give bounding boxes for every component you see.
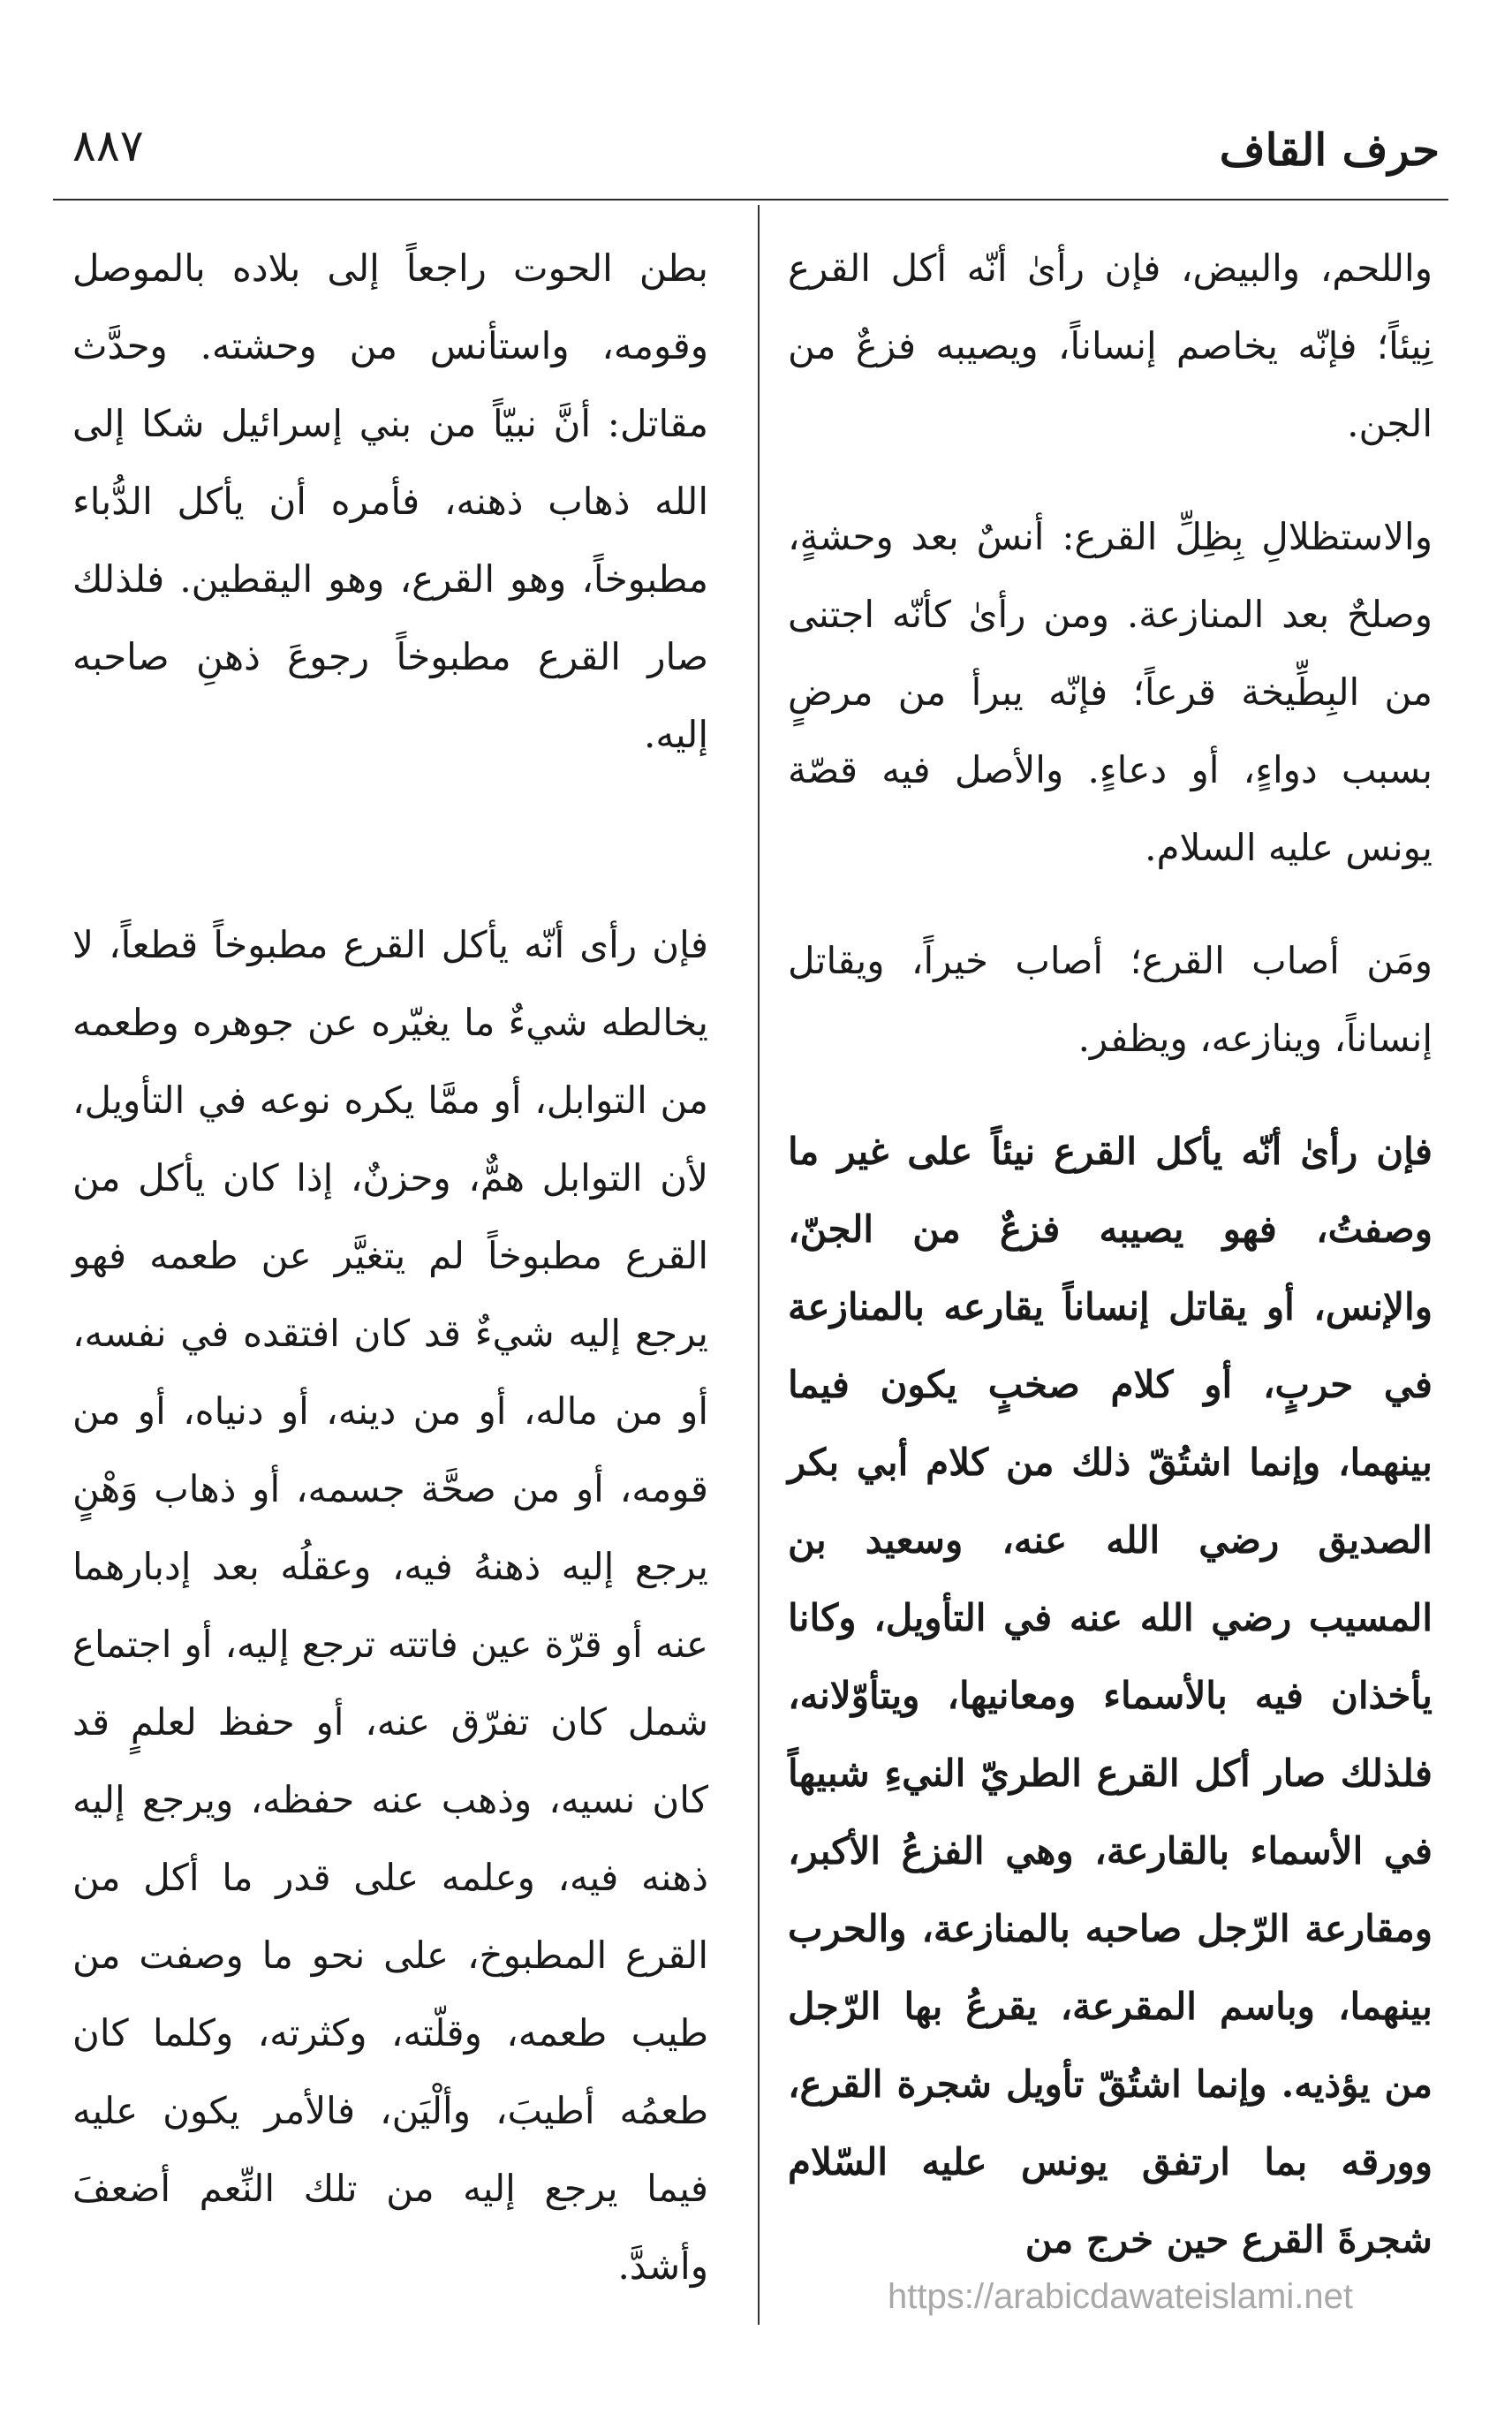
- page-header: [0, 0, 1512, 203]
- paragraph: والاستظلالِ بِظِلِّ القرع: أنسٌ بعد وحشةٍ، وصلحٌ بعد المنازعة. ومن رأىٰ كأنّه اجتنى من البِطِّيخة قرعاً؛ فإنّه يبرأ من مرضٍ بسبب دواءٍ، أو دعاءٍ. والأصل فيه قصّة يونس عليه السلام.: [788, 515, 1433, 869]
- paragraph: بطن الحوت راجعاً إلى بلاده بالموصل وقومه، واستأنس من وحشته. وحدَّث مقاتل: أنَّ نبيّاً من بني إسرائيل شكا إلى الله ذهاب ذهنه، فأمره أن يأكل الدُّباء مطبوخاً، وهو القرع، وهو اليقطين. فلذلك صار القرع مطبوخاً رجوعَ ذهنِ صاحبه إليه.: [72, 246, 708, 756]
- paragraph-emphasis: فإن رأىٰ أنّه يأكل القرع نيئاً على غير ما وصفتُ، فهو يصيبه فزعٌ من الجنّ، والإنس، أو يقاتل إنساناً يقارعه بالمنازعة في حربٍ، أو كلام صخبٍ يكون فيما بينهما، وإنما اشتُقّ ذلك من كلام أبي بكر الصديق رضي الله عنه، وسعيد بن المسيب رضي الله عنه في التأويل، وكانا يأخذان فيه بالأسماء ومعانيها، ويتأوّلانه، فلذلك صار أكل القرع الطريّ النيءِ شبيهاً في الأسماء بالقارعة، وهي الفزعُ الأكبر، ومقارعة الرّجل صاحبه بالمنازعة، والحرب بينهما، وباسم المقرعة، يقرعُ بها الرّجل من يؤذيه. وإنما اشتُقّ تأويل شجرة القرع، وورقه بما ارتفق يونس عليه السّلام شجرةَ القرع حين خرج من: [788, 1130, 1433, 2261]
- paragraph: ومَن أصاب القرع؛ أصاب خيراً، ويقاتل إنساناً، وينازعه، ويظفر.: [788, 939, 1433, 1060]
- left-column: [72, 230, 708, 2341]
- paragraph-gap: [72, 809, 708, 906]
- page-number: ٨٨٧: [72, 120, 144, 171]
- running-title: حرف القاف: [1219, 124, 1440, 176]
- watermark-url: https://arabicdawateislami.net: [888, 2277, 1353, 2316]
- column-divider: [758, 205, 760, 2325]
- paragraph: واللحم، والبيض، فإن رأىٰ أنّه أكل القرع نِيئاً؛ فإنّه يخاصم إنساناً، ويصيبه فزعٌ من الجن.: [788, 246, 1433, 445]
- paragraph: فإن رأى أنّه يأكل القرع مطبوخاً قطعاً، لا يخالطه شيءٌ ما يغيّره عن جوهره وطعمه من التوابل، أو ممَّا يكره نوعه في التأويل، لأن التوابل همٌّ، وحزنٌ، إذا كان يأكل من القرع مطبوخاً لم يتغيَّر عن طعمه فهو يرجع إليه شيءٌ قد كان افتقده في نفسه، أو من ماله، أو من دينه، أو دنياه، أو من قومه، أو من صحَّة جسمه، أو ذهاب وَهْنٍ يرجع إليه ذهنهُ فيه، وعقلُه بعد إدبارهما عنه أو قرّة عين فاتته ترجع إليه، أو اجتماع شمل كان تفرّق عنه، أو حفظ لعلمٍ قد كان نسيه، وذهب عنه حفظه، ويرجع إليه ذهنه فيه، وعلمه على قدر ما أكل من القرع المطبوخ، على نحو ما وصفت من طيب طعمه، وقلّته، وكثرته، وكلما كان طعمُه أطيبَ، وألْيَن، فالأمر يكون عليه فيما يرجع إليه من تلك النِّعم أضعفَ وأشدَّ.: [72, 923, 708, 2288]
- header-rule: [53, 199, 1448, 201]
- right-column: [788, 230, 1433, 2314]
